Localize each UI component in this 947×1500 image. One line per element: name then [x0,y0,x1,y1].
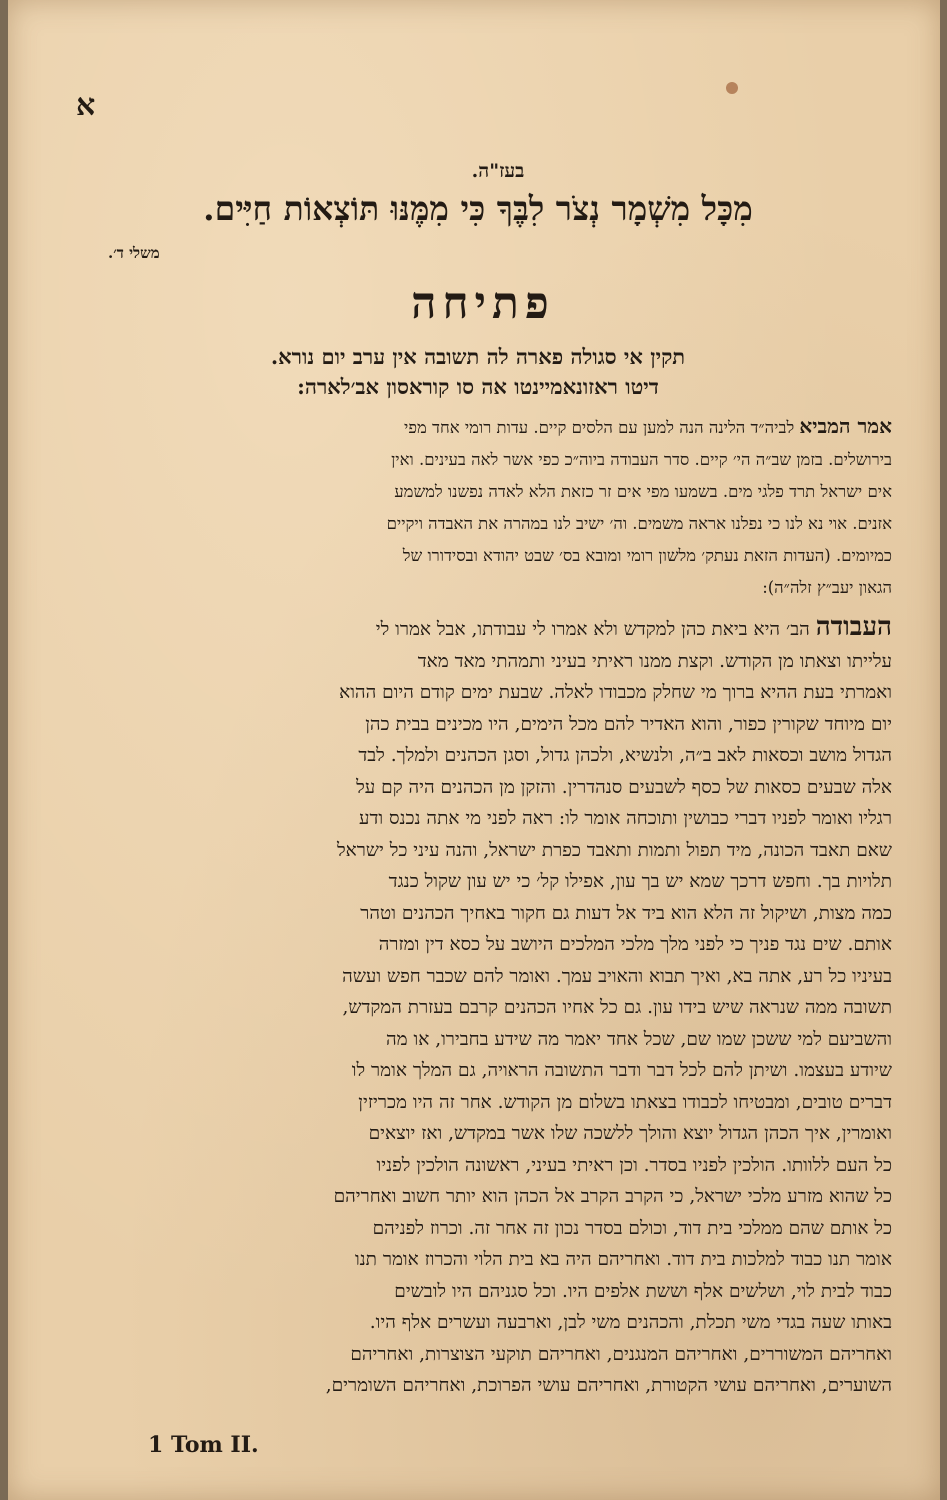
intro-lead-word: אמר המביא [799,414,892,438]
main-line: כל שהוא מזרע מלכי ישראל, כי הקרב הקרב אל הכהן הוא יותר חשוב ואחריהם [333,1186,892,1207]
intro-line: אזנים. אוי נא לנו כי נפלנו אראה משמים. וה׳ ישיב לנו במהרה את האבדה ויקיים [386,514,892,533]
main-line: כל העם ללוותו. הולכין לפניו בסדר. וכן ראיתי בעיני, ראשונה הולכין לפניו [376,1154,892,1176]
intro-line [72,410,892,444]
main-line: שיודע בעצמו. ושיתן להם לכל דבר ודבר התשובה הראויה, גם המלך אומר לו [351,1060,892,1081]
main-line: והשביעם למי ששכן שמו שם, שכל אחד יאמר מה שידע בחבירו, או מה [385,1028,892,1050]
verse-reference: משלי ד׳. [108,244,160,262]
intro-line: אים ישראל תרד פלגי מים. בשמעו מפי אים זר כזאת הלא לאדה נפשנו למשמע [394,482,892,501]
main-line: אותם. שים נגד פניך כי לפני מלך מלכי המלכים היושב על כסא דין ומזרה [378,934,892,955]
main-line: בעיניו כל רע, אתה בא, ואיך תבוא והאויב עמך. ואומר להם שכבר חפש ועשה [342,965,892,987]
main-line: כבוד לבית לוי, ושלשים אלף וששת אלפים היו. וכל סגניהם היו לובשים [394,1280,892,1302]
main-line: באותו שעה בגדי משי תכלת, והכהנים משי לבן, וארבעה ועשרים אלף היו. [369,1312,892,1333]
main-line: אלה שבעים כסאות של כסף לשבעים סנהדרין. והזקן מן הכהנים היה קם על [356,776,892,798]
main-text [72,612,892,1402]
main-line: כמה מצות, ושיקול זה הלא הוא ביד אל דעות גם חקור באחיך הכהנים וטהר [360,902,892,924]
ink-stain [726,82,738,94]
main-line: ואחריהם המשוררים, ואחריהם המנגנים, ואחריהם תוקעי הצוצרות, ואחריהם [350,1343,892,1365]
subtitle-line: תקין אי סגולה פארה לה תשובה אין ערב יום נורא. [270,344,686,369]
main-line: השוערים, ואחריהם עושי הקטורת, ואחריהם עושי הפרוכת, ואחריהם השומרים, [325,1375,892,1396]
main-line: עלייתו וצאתו מן הקודש. וקצת ממנו ראיתי בעיני ותמהתי מאד מאד [417,650,892,672]
subtitle-line: דיטו ראזונאמיינטו אה סו קוראסון אב׳לארה: [297,374,659,399]
main-line: אומר תנו כבוד למלכות בית דוד. ואחריהם היה בא בית הלוי והכרוז אומר תנו [354,1249,892,1270]
book-page [8,0,940,1500]
page-title: פתיחה [411,278,555,329]
intro-line: בירושלים. בזמן שב״ה הי׳ קיים. סדר העבודה ביוה״כ כפי אשר לאה בעינים. ואין [391,450,892,469]
intro-line-text: לביה״ד הלינה הנה למען עם הלסים קיים. עדות רומי אחד מפי [404,418,795,437]
main-line: תשובה ממה שנראה שיש בידו עון. גם כל אחיו הכהנים קרבם בעזרת המקדש, [342,997,892,1018]
signature-footer: 1 Tom II. [148,1432,259,1458]
intro-paragraph [72,410,892,604]
main-lead-word: העבודה [815,612,892,642]
main-line: ואומרין, איך הכהן הגדול יוצא והולך ללשכה שלו אשר במקדש, ואז יוצאים [368,1123,892,1144]
main-line: תלויות בך. וחפש דרכך שמא יש בך עון, אפילו קל׳ כי יש עון שקול כנגד [388,871,892,892]
main-line: רגליו ואומר לפניו דברי כבושין ותוכחה אומר לו: ראה לפני מי אתה נכנס ודע [358,808,892,829]
main-line: הגדול מושב וכסאות לאב ב״ה, ולנשיא, ולכהן גדול, וסגן הכהנים ולמלך. לבד [358,745,892,766]
intro-line: הגאון יעב״ץ זלה״ה): [762,578,892,597]
main-line: יום מיוחד שקורין כפור, והוא האדיר להם מכל הימים, היו מכינים בבית כהן [365,713,892,735]
intro-line: כמיומים. (העדות הזאת נעתק׳ מלשון רומי ומובא בס׳ שבט יהודא ובסידורו של [402,546,892,565]
main-line: דברים טובים, ומבטיחו לכבודו בצאתו בשלום מן הקודש. אחר זה היו מכריזין [358,1091,892,1113]
epigraph-verse: מִכָּל מִשְׁמָר נְצֹר לִבֶּךָ כִּי מִמֶּנּוּ תּוֹצְאוֹת חַיִּים. [203,189,753,228]
main-line [72,612,892,646]
main-line: ואמרתי בעת ההיא ברוך מי שחלק מכבודו לאלה. שבעת ימים קודם היום ההוא [339,682,892,703]
signature-mark: א [76,88,96,123]
subtitle [148,342,808,402]
main-line-text: הב׳ היא ביאת כהן למקדש ולא אמרו לי עבודתו, אבל אמרו לי [375,619,810,640]
main-line: כל אותם שהם ממלכי בית דוד, וכולם בסדר נכון זה אחר זה. וכרוז לפניהם [372,1217,892,1239]
bsd-header: בעז"ה. [471,160,525,182]
main-line: שאם תאבד הכונה, מיד תפול ותמות ותאבד כפרת ישראל, והנה עיני כל ישראל [337,839,892,861]
